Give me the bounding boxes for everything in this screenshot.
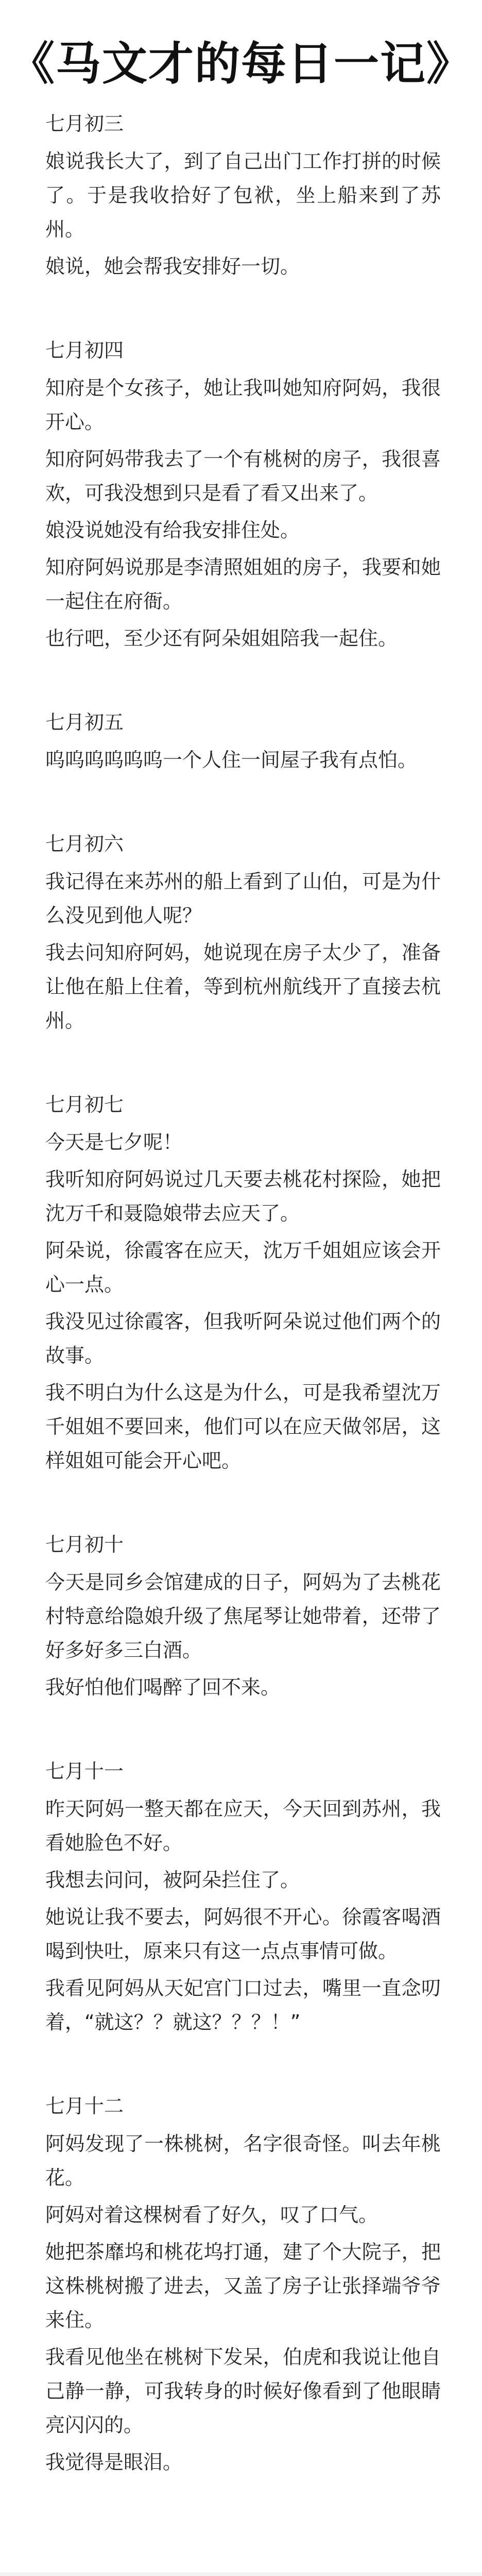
diary-entry bbox=[45, 2090, 441, 2479]
entry-date: 七月十一 bbox=[45, 1760, 124, 1783]
entry-paragraph: 我看见他坐在桃树下发呆，伯虎和我说让他自己静一静，可我转身的时候好像看到了他眼睛亮闪闪的。 bbox=[45, 2346, 441, 2436]
entry-paragraph: 她把茶靡坞和桃花坞打通，建了个大院子，把这株桃树搬了进去，又盖了房子让张择端爷爷来住。 bbox=[45, 2241, 441, 2331]
entry-paragraph: 知府阿妈说那是李清照姐姐的房子，我要和她一起住在府衙。 bbox=[45, 556, 441, 613]
entry-paragraph: 我记得在来苏州的船上看到了山伯，可是为什么没见到他人呢？ bbox=[45, 870, 441, 927]
entry-paragraph: 娘没说她没有给我安排住处。 bbox=[45, 519, 300, 541]
diary-entry bbox=[45, 706, 441, 777]
entry-paragraph: 我觉得是眼泪。 bbox=[45, 2451, 183, 2473]
entry-date: 七月初五 bbox=[45, 711, 124, 734]
entry-paragraph: 我不明白为什么这是为什么，可是我希望沈万千姐姐不要回来，他们可以在应天做邻居，这样姐姐可能会开心吧。 bbox=[45, 1381, 441, 1472]
diary-entry bbox=[45, 107, 441, 283]
memo-footer bbox=[0, 2572, 482, 2576]
entry-date: 七月初六 bbox=[45, 833, 124, 855]
entry-paragraph: 阿妈对着这棵树看了好久，叹了口气。 bbox=[45, 2204, 378, 2226]
entry-paragraph: 我去问知府阿妈，她说现在房子太少了，准备让他在船上住着，等到杭州航线开了直接去杭州。 bbox=[45, 941, 441, 1032]
entry-paragraph: 呜呜呜呜呜呜一个人住一间屋子我有点怕。 bbox=[45, 749, 418, 771]
entry-date: 七月初四 bbox=[45, 339, 124, 362]
entry-paragraph: 知府是个女孩子，她让我叫她知府阿妈，我很开心。 bbox=[45, 377, 441, 433]
diary-entry bbox=[45, 1528, 441, 1704]
diary-entry bbox=[45, 1755, 441, 2039]
entry-paragraph: 我没见过徐霞客，但我听阿朵说过他们两个的故事。 bbox=[45, 1310, 441, 1367]
entry-paragraph: 阿朵说，徐霞客在应天，沈万千姐姐应该会开心一点。 bbox=[45, 1239, 441, 1296]
entry-paragraph: 知府阿妈带我去了一个有桃树的房子，我很喜欢，可我没想到只是看了看又出来了。 bbox=[45, 448, 441, 504]
entry-paragraph: 我想去问问，被阿朵拦住了。 bbox=[45, 1869, 300, 1891]
entry-paragraph: 今天是七夕呢！ bbox=[45, 1131, 183, 1154]
diary-entry bbox=[45, 827, 441, 1038]
entry-paragraph: 我看见阿妈从天妃宫门口过去，嘴里一直念叨着，“就这？？就这？？？！” bbox=[45, 1977, 441, 2033]
diary-entry bbox=[45, 334, 441, 655]
diary-content bbox=[45, 107, 441, 2530]
page-title: 《马文才的每日一记》 bbox=[9, 37, 473, 90]
entry-date: 七月初十 bbox=[45, 1533, 124, 1556]
entry-paragraph: 我听知府阿妈说过几天要去桃花村探险，她把沈万千和聂隐娘带去应天了。 bbox=[45, 1168, 441, 1225]
entry-date: 七月初七 bbox=[45, 1093, 124, 1116]
entry-paragraph: 也行吧，至少还有阿朵姐姐陪我一起住。 bbox=[45, 627, 398, 650]
entry-paragraph: 娘说我长大了，到了自己出门工作打拼的时候了。于是我收拾好了包袱，坐上船来到了苏州。 bbox=[45, 150, 441, 241]
entry-paragraph: 阿妈发现了一株桃树，名字很奇怪。叫去年桃花。 bbox=[45, 2132, 441, 2189]
entry-paragraph: 昨天阿妈一整天都在应天，今天回到苏州，我看她脸色不好。 bbox=[45, 1798, 441, 1854]
entry-paragraph: 她说让我不要去，阿妈很不开心。徐霞客喝酒喝到快吐，原来只有这一点点事情可做。 bbox=[45, 1906, 441, 1962]
entry-paragraph: 今天是同乡会馆建成的日子，阿妈为了去桃花村特意给隐娘升级了焦尾琴让她带着，还带了好多好多三白酒。 bbox=[45, 1571, 441, 1662]
entry-date: 七月十二 bbox=[45, 2095, 124, 2117]
entry-paragraph: 娘说，她会帮我安排好一切。 bbox=[45, 255, 300, 278]
entry-date: 七月初三 bbox=[45, 112, 124, 135]
entry-paragraph: 我好怕他们喝醉了回不来。 bbox=[45, 1676, 281, 1699]
diary-entry bbox=[45, 1088, 441, 1478]
